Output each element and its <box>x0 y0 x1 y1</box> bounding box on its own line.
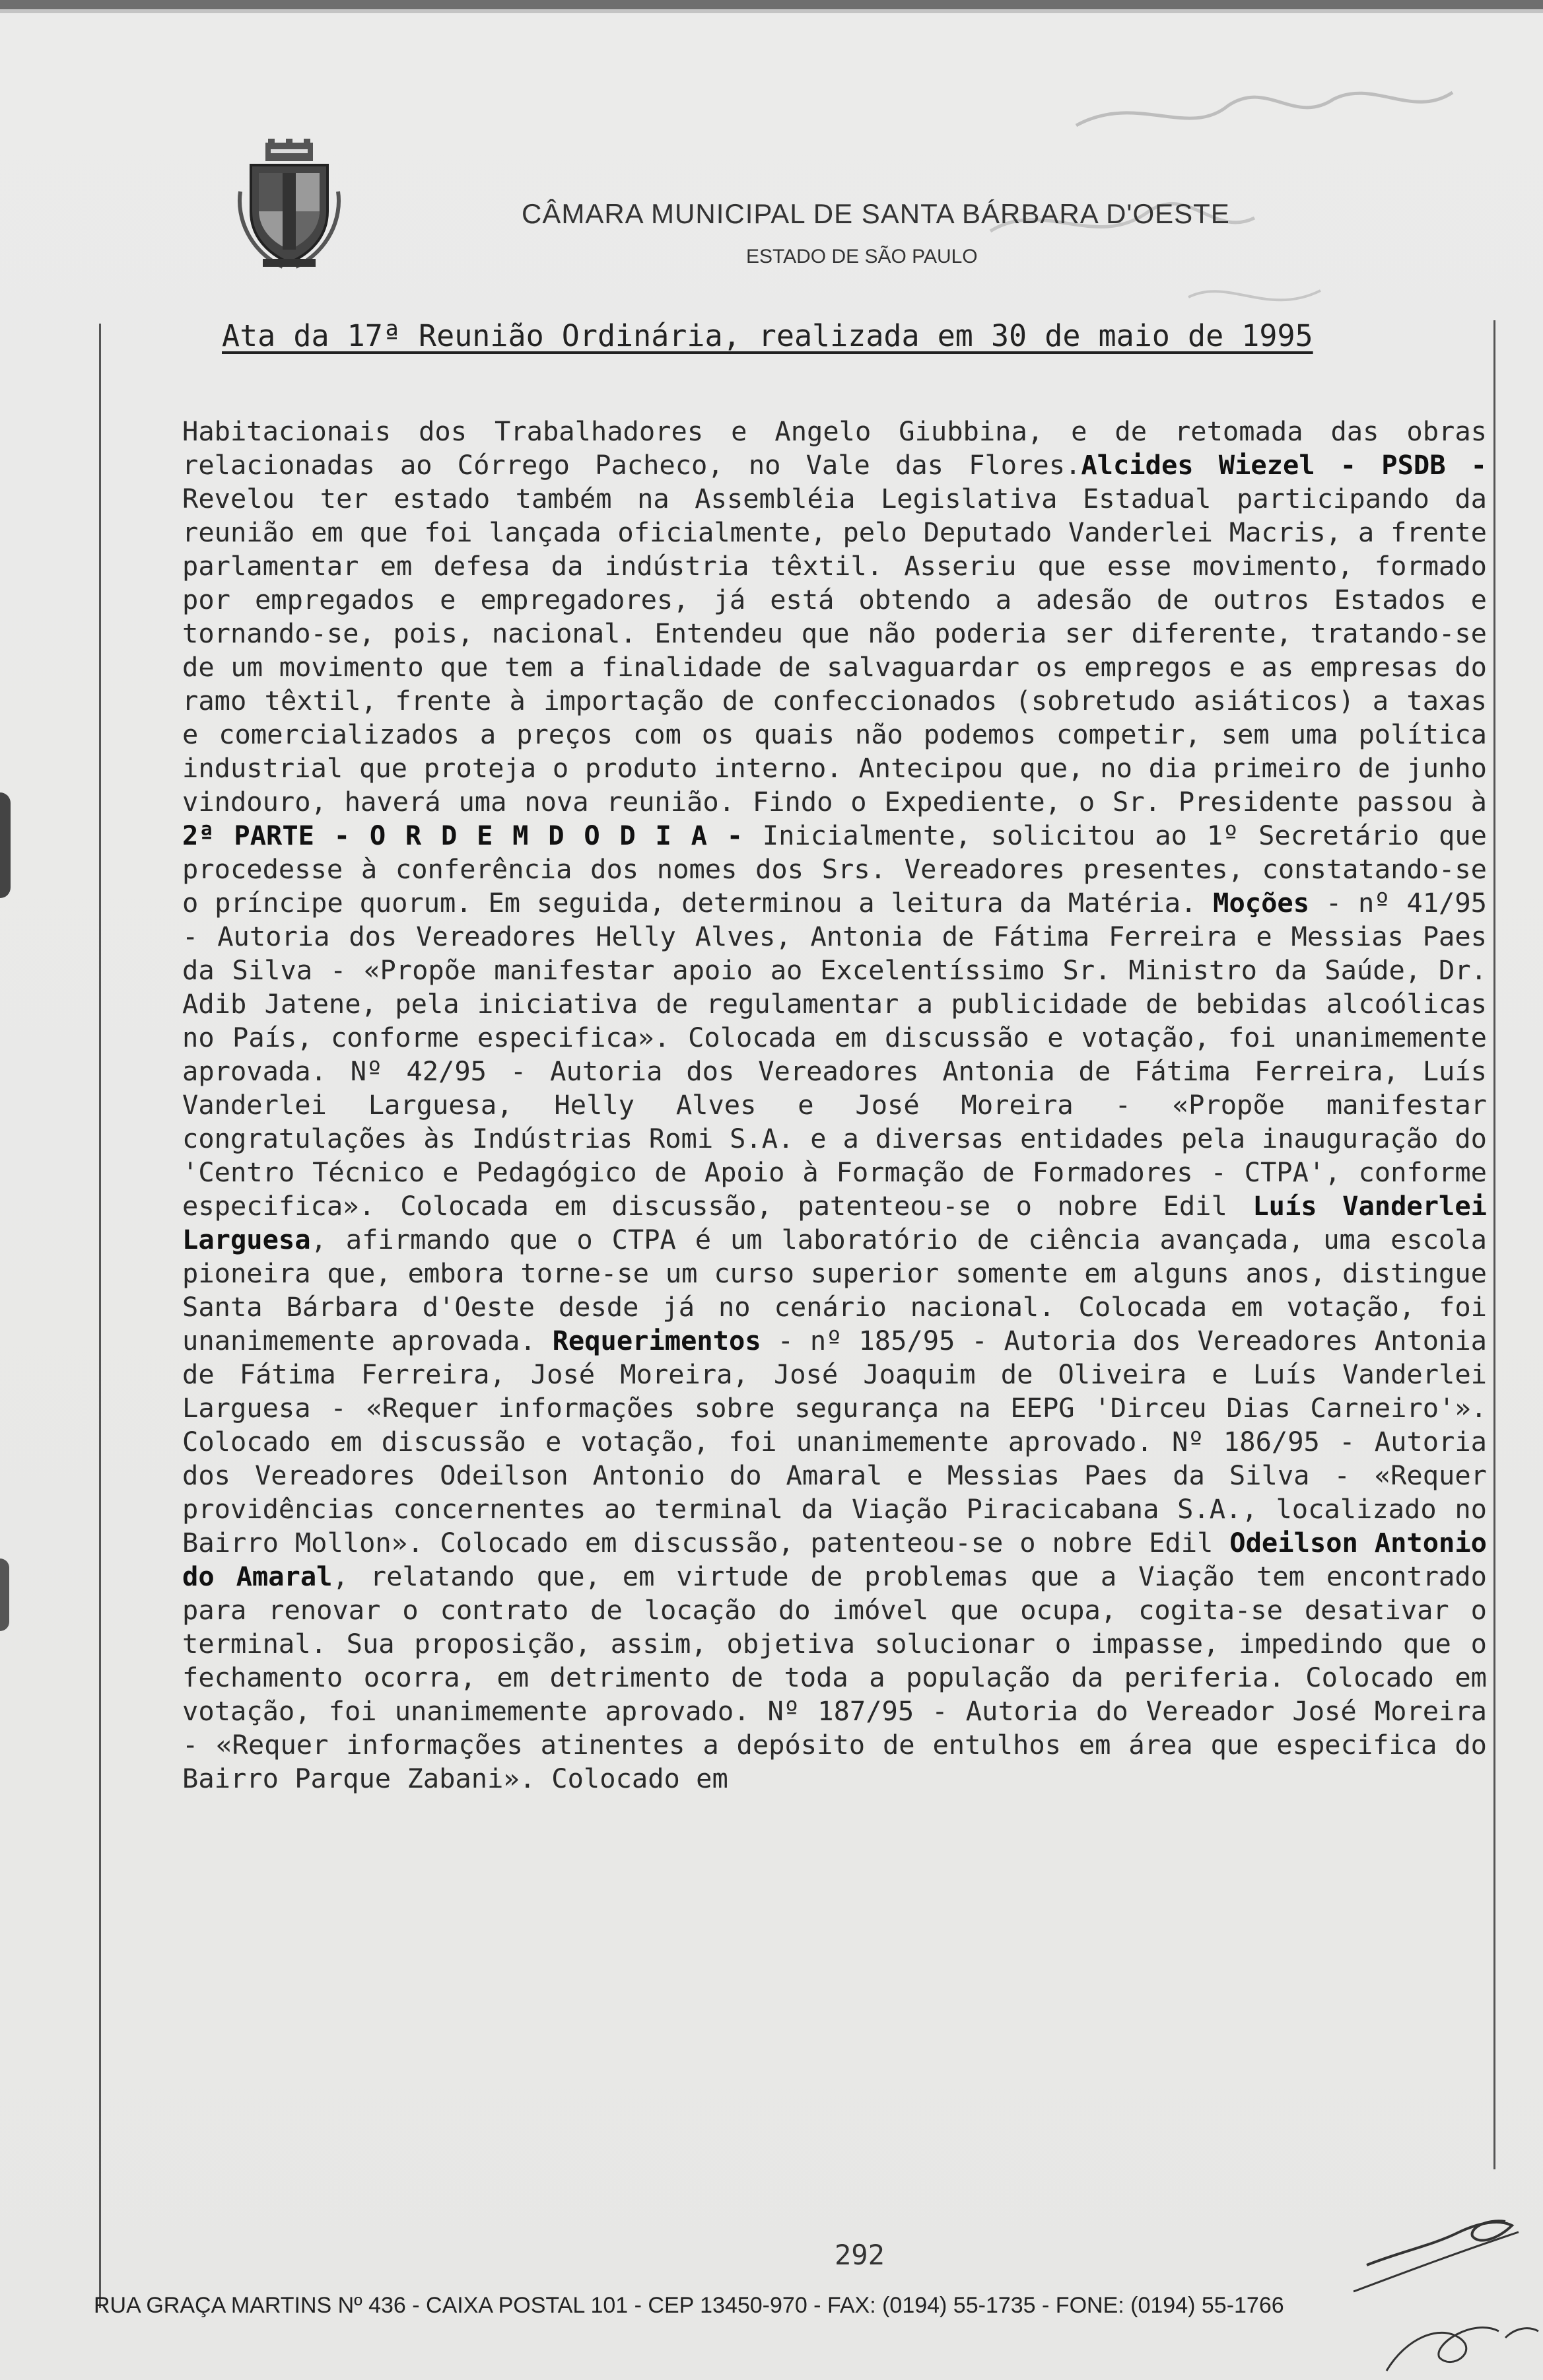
speaker-name: Alcides Wiezel - PSDB - <box>1081 449 1488 481</box>
right-margin-rule <box>1493 320 1495 2169</box>
speaker-name: Odeilson Antonio do Amaral <box>182 1527 1488 1592</box>
body-text-segment: , relatando que, em virtude de problemas que a Viação tem encontrado para renovar o contrato de locação do imóvel que ocupa, cogita-se desativar o terminal. Sua proposição, assim, objetiva solucionar o impasse, impedindo que o fechamento ocorra, em detrimento de toda a população da periferia. Colocado em votação, foi unanimemente aprovado. Nº 187/95 - Autoria do Vereador José Moreira - «Requer informações atinentes a depósito de entulhos em área que especifica do Bairro Parque Zabani». Colocado em <box>182 1560 1488 1794</box>
speaker-name: Luís Vanderlei Larguesa <box>182 1190 1487 1255</box>
body-text-segment: Habitacionais dos Trabalhadores e Angelo Giubbina, e de retomada das obras relacionadas ao Córrego Pacheco, no Vale das Flores. <box>182 415 1487 481</box>
body-text-segment: , afirmando que o CTPA é um laboratório de ciência avançada, uma escola pioneira que, embora torne-se um curso superior somente em alguns anos, distingue Santa Bárbara d'Oeste desde já no cenário nacional. Colocada em votação, foi unanimemente aprovada. <box>182 1224 1487 1356</box>
scan-top-edge <box>0 0 1543 9</box>
scan-top-edge-light <box>0 9 1543 13</box>
body-text-segment: - nº 185/95 - Autoria dos Vereadores Antonia de Fátima Ferreira, José Moreira, José Joaquim de Oliveira e Luís Vanderlei Larguesa - «Requer informações sobre segurança na EEPG 'Dirceu Dias Carneiro'». Colocado em discussão e votação, foi unanimemente aprovado. Nº 186/95 - Autoria dos Vereadores Odeilson Antonio do Amaral e Messias Paes da Silva - «Requer providências concernentes ao terminal da Viação Piracicabana S.A., localizado no Bairro Mollon». Colocado em discussão, patenteou-se o nobre Edil <box>182 1325 1487 1558</box>
body-text-segment: Inicialmente, solicitou ao 1º Secretário que procedesse à conferência dos nomes dos Srs. Vereadores presentes, constatando-se o príncipe quorum. Em seguida, determinou a leitura da Matéria. <box>182 820 1487 919</box>
minutes-title: Ata da 17ª Reunião Ordinária, realizada em 30 de maio de 1995 <box>222 318 1313 353</box>
handwritten-signature <box>1347 2173 1543 2380</box>
body-text-segment: - nº 41/95 - Autoria dos Vereadores Helly Alves, Antonia de Fátima Ferreira e Messias Paes da Silva - «Propõe manifestar apoio ao Excelentíssimo Sr. Ministro da Saúde, Dr. Adib Jatene, pela iniciativa de regulamentar a publicidade de bebidas alcoólicas no País, conforme especifica». Colocada em discussão e votação, foi unanimemente aprovada. Nº 42/95 - Autoria dos Vereadores Antonia de Fátima Ferreira, Luís Vanderlei Larguesa, Helly Alves e José Moreira - «Propõe manifestar congratulações às Indústrias Romi S.A. e a diversas entidades pela inauguração do 'Centro Técnico e Pedagógico de Apoio à Formação de Formadores - CTPA', conforme especifica». Colocada em discussão, patenteou-se o nobre Edil <box>182 887 1487 1222</box>
scan-binding-shadow <box>0 1558 9 1631</box>
page-number: 292 <box>835 2239 885 2271</box>
scan-binding-shadow <box>0 792 11 898</box>
section-heading: 2ª PARTE - O R D E M D O D I A - <box>182 820 743 851</box>
state-name: ESTADO DE SÃO PAULO <box>746 246 978 267</box>
body-text-segment: Revelou ter estado também na Assembléia Legislativa Estadual participando da reunião em que foi lançada oficialmente, pelo Deputado Vanderlei Macris, a frente parlamentar em defesa da indústria têxtil. Asseriu que esse movimento, formado por empregados e empregadores, já está obtendo a adesão de outros Estados e tornando-se, pois, nacional. Entendeu que não poderia ser diferente, tratando-se de um movimento que tem a finalidade de salvaguardar os empregos e as empresas do ramo têxtil, frente à importação de confeccionados (sobretudo asiáticos) a taxas e comercializados a preços com os quais não podemos competir, sem uma política industrial que proteja o produto interno. Antecipou que, no dia primeiro de junho vindouro, haverá uma nova reunião. Findo o Expediente, o Sr. Presidente passou à <box>182 483 1487 818</box>
section-heading: Moções <box>1213 887 1310 919</box>
chamber-name: CÂMARA MUNICIPAL DE SANTA BÁRBARA D'OESTE <box>522 198 1230 229</box>
municipal-coat-of-arms-icon <box>236 139 342 271</box>
footer-address: RUA GRAÇA MARTINS Nº 436 - CAIXA POSTAL 101 - CEP 13450-970 - FAX: (0194) 55-1735 - FONE: (0194) 55-1766 <box>94 2293 1284 2318</box>
section-heading: Requerimentos <box>552 1325 761 1356</box>
left-margin-rule <box>99 324 101 2308</box>
minutes-body <box>182 415 1487 1796</box>
